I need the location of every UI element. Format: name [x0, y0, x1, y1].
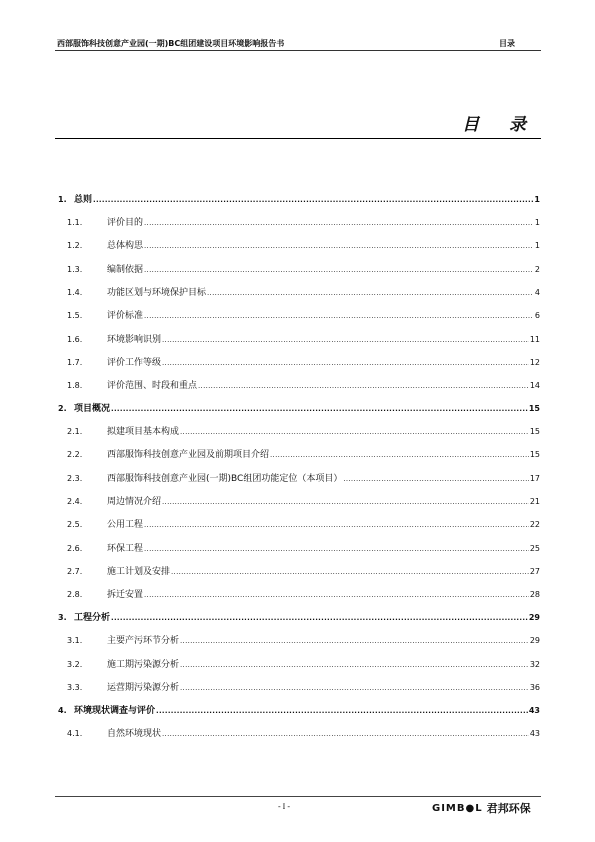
toc-leader-dots — [144, 311, 533, 320]
toc-entry-page: 29 — [529, 636, 540, 646]
toc-section-entry[interactable] — [67, 447, 540, 461]
toc-entry-page: 2 — [534, 264, 540, 274]
toc-entry-page: 1 — [534, 195, 540, 204]
toc-heading: 目 录 — [462, 115, 538, 135]
toc-entry-label: 运营期污染源分析 — [107, 682, 180, 693]
toc-section-entry[interactable] — [67, 726, 540, 740]
toc-chapter-entry[interactable] — [58, 401, 540, 415]
toc-leader-dots — [144, 265, 533, 274]
toc-section-entry[interactable] — [67, 262, 540, 276]
heading-divider — [55, 138, 541, 139]
toc-entry-label: 施工计划及安排 — [107, 566, 171, 577]
toc-entry-page: 21 — [529, 497, 540, 506]
toc-leader-dots — [198, 381, 529, 390]
toc-entry-label: 评价目的 — [107, 218, 144, 228]
toc-leader-dots — [93, 195, 533, 204]
toc-entry-number: 1. — [58, 195, 67, 204]
toc-leader-dots — [171, 567, 529, 576]
toc-entry-page: 29 — [528, 613, 540, 623]
toc-entry-label: 西部服饰科技创意产业园及前期项目介绍 — [107, 450, 270, 461]
toc-section-entry[interactable] — [67, 680, 540, 694]
toc-leader-dots — [270, 450, 529, 459]
toc-entry-page: 12 — [529, 357, 540, 367]
toc-section-entry[interactable] — [67, 657, 540, 671]
toc-entry-number: 4.1. — [67, 728, 83, 738]
toc-section-entry[interactable] — [67, 378, 540, 392]
header-section-label: 目录 — [499, 39, 515, 48]
toc-entry-number: 2.1. — [67, 427, 83, 437]
toc-section-entry[interactable] — [67, 633, 540, 647]
toc-entry-number: 4. — [58, 705, 67, 715]
toc-section-entry[interactable] — [67, 355, 540, 369]
toc-chapter-entry[interactable] — [58, 610, 540, 624]
toc-entry-page: 14 — [529, 381, 540, 391]
toc-entry-number: 2.2. — [67, 450, 83, 460]
toc-entry-label: 评价范围、时段和重点 — [107, 381, 198, 392]
toc-entry-number: 1.6. — [67, 334, 83, 344]
toc-entry-page: 15 — [529, 450, 540, 460]
toc-section-entry[interactable] — [67, 471, 540, 485]
toc-leader-dots — [162, 358, 529, 367]
toc-entry-page: 15 — [529, 427, 540, 437]
toc-leader-dots — [180, 683, 529, 692]
toc-entry-number: 1.7. — [67, 357, 83, 367]
toc-entry-page: 15 — [528, 404, 540, 414]
toc-entry-number: 2.5. — [67, 520, 83, 530]
brand-logo-latin: GIMB●L — [432, 802, 483, 814]
toc-entry-page: 36 — [529, 682, 540, 692]
brand-logo — [432, 800, 531, 816]
toc-section-entry[interactable] — [67, 238, 540, 252]
toc-section-entry[interactable] — [67, 587, 540, 601]
page-number: - I - — [278, 802, 290, 811]
toc-section-entry[interactable] — [67, 424, 540, 438]
toc-entry-label: 自然环境现状 — [107, 728, 162, 739]
toc-entry-number: 1.4. — [67, 287, 83, 297]
toc-section-entry[interactable] — [67, 285, 540, 299]
toc-entry-number: 3.1. — [67, 636, 83, 646]
brand-logo-chinese: 君邦环保 — [486, 802, 531, 815]
toc-entry-label: 工程分析 — [74, 613, 111, 624]
toc-entry-number: 1.2. — [67, 241, 83, 251]
toc-entry-number: 1.3. — [67, 264, 83, 274]
toc-section-entry[interactable] — [67, 541, 540, 555]
toc-entry-number: 1.8. — [67, 381, 83, 391]
toc-entry-page: 32 — [529, 659, 540, 669]
toc-entry-number: 2. — [58, 404, 67, 414]
toc-entry-page: 11 — [529, 334, 540, 344]
toc-entry-number: 2.7. — [67, 566, 83, 576]
toc-entry-label: 拟建项目基本构成 — [107, 427, 180, 438]
toc-entry-number: 2.8. — [67, 590, 83, 600]
document-title: 西部服饰科技创意产业园(一期)BC组团建设项目环境影响报告书 — [57, 39, 285, 48]
toc-entry-label: 功能区划与环境保护目标 — [107, 287, 207, 298]
toc-section-entry[interactable] — [67, 308, 540, 322]
toc-entry-label: 评价工作等级 — [107, 357, 162, 368]
toc-entry-label: 评价标准 — [107, 311, 144, 322]
toc-entry-number: 1.1. — [67, 218, 83, 227]
toc-chapter-entry[interactable] — [58, 192, 540, 206]
toc-entry-number: 2.4. — [67, 497, 83, 506]
toc-section-entry[interactable] — [67, 215, 540, 229]
toc-leader-dots — [162, 497, 529, 506]
toc-chapter-entry[interactable] — [58, 703, 540, 717]
toc-entry-number: 1.5. — [67, 311, 83, 321]
toc-entry-label: 总体构思 — [107, 241, 144, 252]
toc-entry-page: 1 — [534, 218, 540, 227]
footer-divider — [55, 796, 541, 797]
toc-leader-dots — [144, 544, 529, 553]
toc-entry-page: 22 — [529, 520, 540, 530]
toc-entry-label: 编制依据 — [107, 264, 144, 275]
toc-entry-number: 3.2. — [67, 659, 83, 669]
toc-entry-label: 拆迁安置 — [107, 590, 144, 601]
toc-leader-dots — [180, 636, 529, 645]
toc-leader-dots — [144, 590, 529, 599]
toc-leader-dots — [111, 404, 528, 413]
toc-entry-label: 主要产污环节分析 — [107, 636, 180, 647]
toc-section-entry[interactable] — [67, 564, 540, 578]
toc-entry-number: 3.3. — [67, 682, 83, 692]
toc-leader-dots — [162, 729, 529, 738]
toc-entry-number: 2.3. — [67, 473, 83, 483]
toc-entry-number: 2.6. — [67, 543, 83, 553]
toc-entry-label: 总则 — [74, 195, 93, 205]
toc-entry-label: 项目概况 — [74, 404, 111, 415]
toc-leader-dots — [156, 706, 528, 715]
toc-entry-label: 环境现状调查与评价 — [74, 705, 156, 716]
toc-entry-label: 周边情况介绍 — [107, 497, 162, 507]
toc-entry-page: 17 — [529, 473, 540, 483]
toc-leader-dots — [343, 474, 528, 483]
toc-entry-page: 43 — [529, 728, 540, 738]
toc-entry-page: 27 — [529, 566, 540, 576]
header-divider — [55, 50, 541, 51]
toc-entry-number: 3. — [58, 613, 67, 623]
toc-entry-page: 43 — [528, 705, 540, 715]
toc-entry-page: 28 — [529, 590, 540, 600]
toc-leader-dots — [144, 520, 529, 529]
toc-entry-label: 公用工程 — [107, 520, 144, 531]
toc-entry-page: 1 — [534, 241, 540, 251]
toc-leader-dots — [162, 335, 529, 344]
toc-section-entry[interactable] — [67, 494, 540, 508]
toc-leader-dots — [207, 288, 533, 297]
toc-leader-dots — [180, 427, 529, 436]
toc-entry-page: 6 — [534, 311, 540, 321]
running-header — [57, 38, 539, 50]
toc-leader-dots — [144, 218, 533, 227]
toc-leader-dots — [144, 241, 533, 250]
toc-entry-label: 施工期污染源分析 — [107, 659, 180, 670]
toc-section-entry[interactable] — [67, 332, 540, 346]
toc-entry-label: 环境影响识别 — [107, 334, 162, 345]
toc-leader-dots — [111, 613, 528, 622]
toc-entry-page: 4 — [534, 287, 540, 297]
toc-entry-label: 环保工程 — [107, 543, 144, 554]
toc-section-entry[interactable] — [67, 517, 540, 531]
toc-entry-label: 西部服饰科技创意产业园(一期)BC组团功能定位（本项目） — [107, 473, 343, 484]
toc-entry-page: 25 — [529, 543, 540, 553]
toc-leader-dots — [180, 660, 529, 669]
